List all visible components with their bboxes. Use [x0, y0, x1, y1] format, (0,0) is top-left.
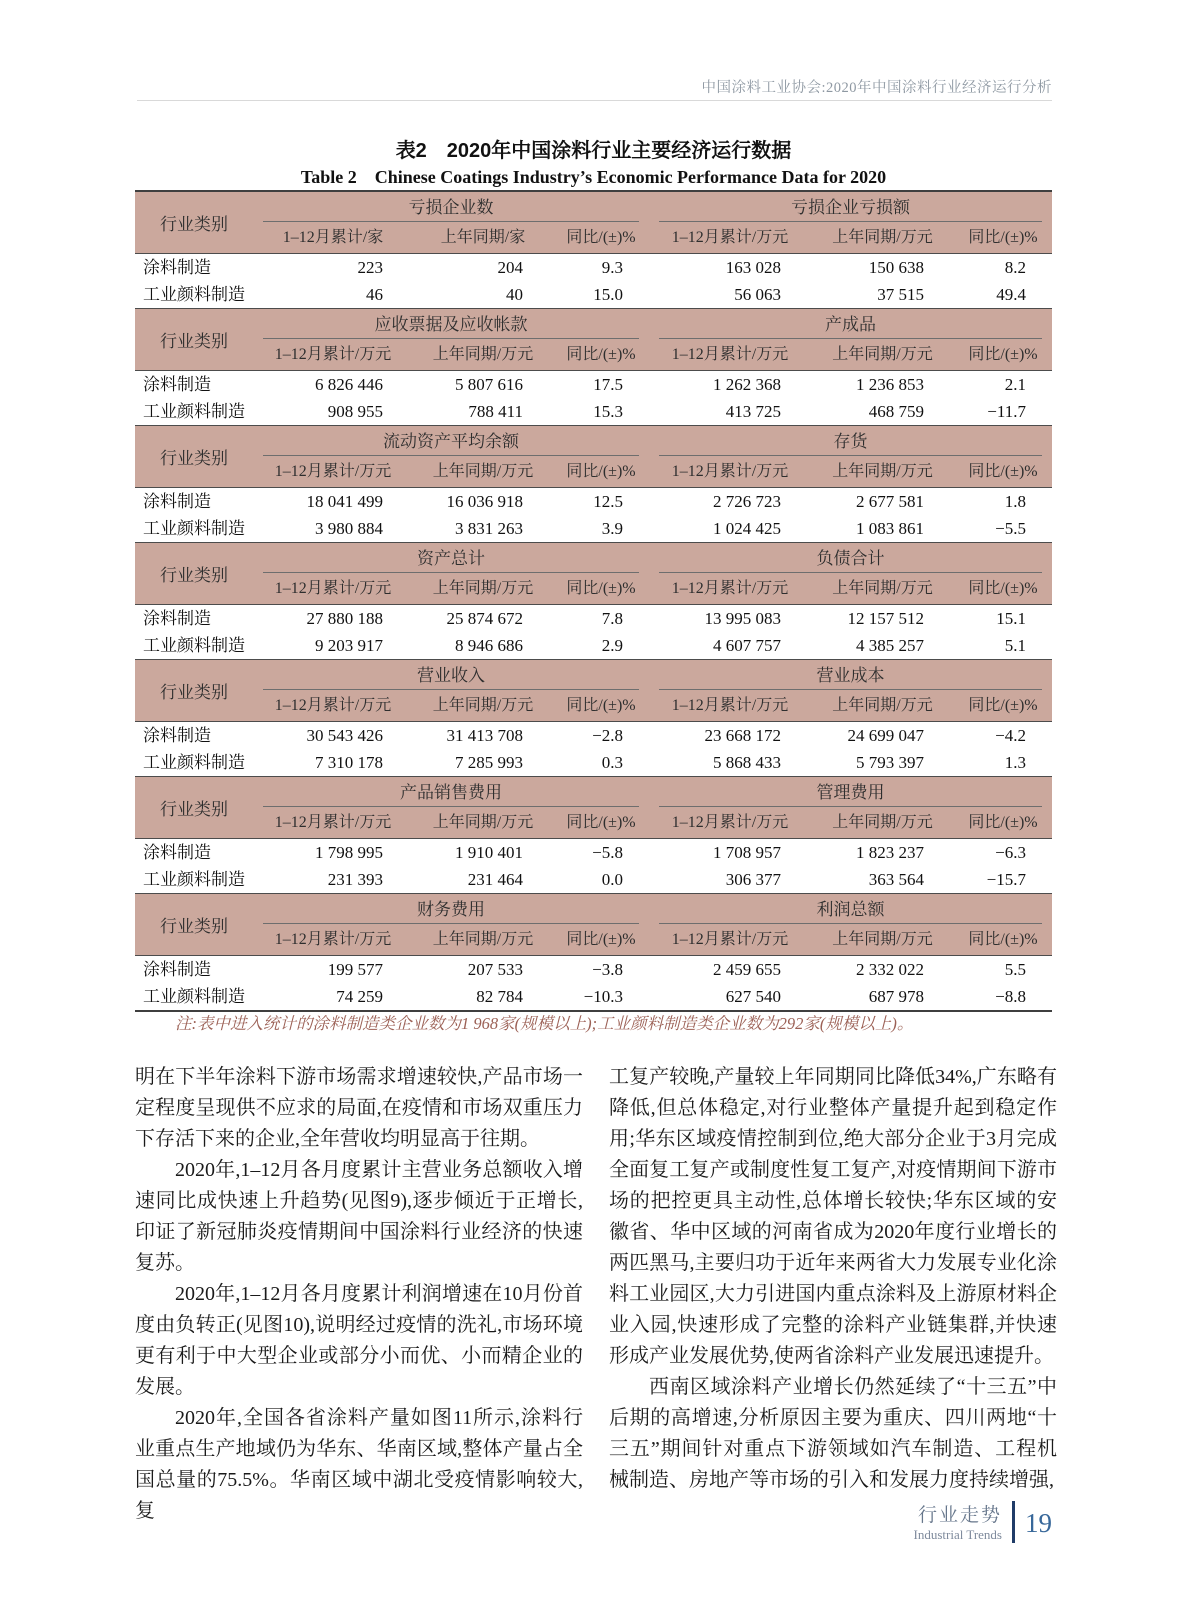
- body-paragraph: 2020年,全国各省涂料产量如图11所示,涂料行业重点生产地域仍为华东、华南区域,整体产量占全国总量的75.5%。华南区域中湖北受疫情影响较大,复: [135, 1407, 583, 1522]
- metric-group-title: 亏损企业亏损额: [659, 192, 1042, 222]
- value-cell: 30 543 426: [306, 726, 383, 745]
- body-paragraph: 明在下半年涂料下游市场需求增速较快,产品市场一定程度呈现供不应求的局面,在疫情和市场双重压力下存活下来的企业,全年营收均明显高于往期。: [135, 1066, 583, 1150]
- value-cell: 1 024 425: [713, 519, 781, 538]
- value-cell: 46: [366, 285, 383, 304]
- value-cell: 231 464: [467, 870, 523, 889]
- table-section: [135, 308, 1052, 425]
- row-header-label: 行业类别: [160, 917, 228, 936]
- table-section-body: [135, 254, 1052, 308]
- value-cell: 5.1: [1004, 636, 1026, 655]
- value-cell: 4 385 257: [856, 636, 924, 655]
- table-section-header: [135, 309, 1052, 371]
- column-header: 1–12月累计/万元: [274, 580, 392, 597]
- column-header: 1–12月累计/万元: [671, 346, 789, 363]
- metric-group-1: [253, 192, 649, 253]
- value-cell: 468 759: [868, 402, 924, 421]
- value-cell: 4 607 757: [713, 636, 781, 655]
- value-cell: 8 946 686: [455, 636, 523, 655]
- value-cell: 0.3: [601, 753, 623, 772]
- column-header: 1–12月累计/万元: [274, 346, 392, 363]
- value-cell: 1.3: [1004, 753, 1026, 772]
- metric-group-1: [253, 894, 649, 955]
- row-header-label: 行业类别: [160, 332, 228, 351]
- row-header-label: 行业类别: [160, 215, 228, 234]
- table-row: [135, 515, 1052, 542]
- table-section-body: [135, 488, 1052, 542]
- subheader-row: [253, 807, 649, 838]
- row-header-label: 行业类别: [160, 566, 228, 585]
- value-cell: 18 041 499: [306, 492, 383, 511]
- value-cell: 207 533: [467, 960, 523, 979]
- column-header: 上年同期/万元: [832, 814, 933, 831]
- industry-label: 涂料制造: [143, 960, 211, 979]
- column-header: 上年同期/万元: [432, 463, 534, 480]
- running-head: 中国涂料工业协会:2020年中国涂料行业经济运行分析: [701, 80, 1052, 96]
- table-row: [135, 398, 1052, 425]
- column-header: 1–12月累计/家: [282, 229, 384, 246]
- column-header: 同比/(±)%: [968, 931, 1038, 948]
- metric-group-2: [649, 660, 1052, 721]
- left-text-column: [135, 1062, 583, 1527]
- industry-label: 涂料制造: [143, 375, 211, 394]
- metric-group-2: [649, 777, 1052, 838]
- value-cell: 2 332 022: [856, 960, 924, 979]
- table-row: [135, 605, 1052, 632]
- column-header: 上年同期/万元: [832, 697, 933, 714]
- table-section: [135, 542, 1052, 659]
- value-cell: 908 955: [327, 402, 383, 421]
- value-cell: 363 564: [868, 870, 924, 889]
- value-cell: 788 411: [468, 402, 523, 421]
- table-row: [135, 722, 1052, 749]
- subheader-row: [253, 924, 649, 955]
- table-row: [135, 749, 1052, 776]
- subheader-row: [649, 456, 1052, 487]
- value-cell: 6 826 446: [315, 375, 383, 394]
- value-cell: 7 285 993: [455, 753, 523, 772]
- body-paragraph: 2020年,1–12月各月度累计主营业务总额收入增速同比成快速上升趋势(见图9),逐步倾近于正增长,印证了新冠肺炎疫情期间中国涂料行业经济的快速复苏。: [135, 1159, 583, 1274]
- metric-group-title: 存货: [659, 426, 1042, 456]
- metric-group-1: [253, 777, 649, 838]
- metric-group-title: 资产总计: [263, 543, 639, 573]
- body-paragraph: 工复产较晚,产量较上年同期同比降低34%,广东略有降低,但总体稳定,对行业整体产量提升起到稳定作用;华东区域疫情控制到位,绝大部分企业于3月完成全面复工复产或制度性复工复产,对疫情期间下游市场的把控更具主动性,总体增长较快;华东区域的安徽省、华中区域的河南省成为2020年度行业增长的两匹黑马,主要归功于近年来两省大力发展专业化涂料工业园区,大力引进国内重点涂料及上游原材料企业入园,快速形成了完整的涂料产业链集群,并快速形成产业发展优势,使两省涂料产业发展迅速提升。: [609, 1066, 1057, 1367]
- subheader-row: [253, 222, 649, 253]
- footer-section-title-zh: 行业走势: [917, 1505, 1002, 1526]
- value-cell: −15.7: [986, 870, 1026, 889]
- table-section-header: [135, 192, 1052, 254]
- value-cell: 1 910 401: [455, 843, 523, 862]
- value-cell: 31 413 708: [446, 726, 523, 745]
- value-cell: 204: [497, 258, 523, 277]
- value-cell: 627 540: [725, 987, 781, 1006]
- table-row: [135, 632, 1052, 659]
- column-header: 同比/(±)%: [968, 697, 1038, 714]
- column-header: 同比/(±)%: [566, 814, 636, 831]
- industry-label: 涂料制造: [143, 726, 211, 745]
- table-row: [135, 956, 1052, 983]
- column-header: 同比/(±)%: [566, 931, 636, 948]
- metric-group-title: 应收票据及应收帐款: [263, 309, 639, 339]
- footer-section-labels: [914, 1500, 1002, 1543]
- metric-group-1: [253, 426, 649, 487]
- value-cell: 1.8: [1004, 492, 1026, 511]
- column-header: 1–12月累计/万元: [274, 931, 392, 948]
- value-cell: 9.3: [601, 258, 623, 277]
- value-cell: −2.8: [592, 726, 623, 745]
- table-section-header: [135, 543, 1052, 605]
- value-cell: 2.9: [601, 636, 623, 655]
- value-cell: 2.1: [1004, 375, 1026, 394]
- value-cell: 12 157 512: [847, 609, 924, 628]
- value-cell: 1 823 237: [856, 843, 924, 862]
- row-header-label: 行业类别: [160, 449, 228, 468]
- column-header: 上年同期/万元: [832, 229, 933, 246]
- column-header: 1–12月累计/万元: [671, 697, 789, 714]
- value-cell: 1 083 861: [856, 519, 924, 538]
- column-header: 1–12月累计/万元: [274, 697, 392, 714]
- subheader-row: [253, 690, 649, 721]
- table-section: [135, 425, 1052, 542]
- value-cell: 2 677 581: [856, 492, 924, 511]
- column-header: 1–12月累计/万元: [671, 931, 789, 948]
- value-cell: −6.3: [995, 843, 1026, 862]
- value-cell: 3.9: [601, 519, 623, 538]
- column-header: 1–12月累计/万元: [671, 580, 789, 597]
- value-cell: 16 036 918: [446, 492, 523, 511]
- page-number: 19: [1025, 1508, 1052, 1538]
- header-rule: [137, 100, 1052, 101]
- column-header: 1–12月累计/万元: [274, 814, 392, 831]
- row-header-label: 行业类别: [160, 800, 228, 819]
- value-cell: 5 868 433: [713, 753, 781, 772]
- column-header: 同比/(±)%: [968, 229, 1038, 246]
- body-paragraph: 2020年,1–12月各月度累计利润增速在10月份首度由负转正(见图10),说明经过疫情的洗礼,市场环境更有利于中大型企业或部分小而优、小而精企业的发展。: [135, 1283, 583, 1398]
- industry-label: 工业颜料制造: [143, 519, 245, 538]
- value-cell: 163 028: [725, 258, 781, 277]
- column-header: 同比/(±)%: [968, 463, 1038, 480]
- value-cell: −4.2: [995, 726, 1026, 745]
- column-header: 1–12月累计/万元: [274, 463, 392, 480]
- value-cell: 5.5: [1004, 960, 1026, 979]
- value-cell: 15.3: [593, 402, 623, 421]
- metric-group-2: [649, 894, 1052, 955]
- column-header: 1–12月累计/万元: [671, 814, 789, 831]
- value-cell: 8.2: [1004, 258, 1026, 277]
- value-cell: 7.8: [601, 609, 623, 628]
- metric-group-2: [649, 543, 1052, 604]
- footer-section-title-en: Industrial Trends: [913, 1527, 1002, 1542]
- column-header: 1–12月累计/万元: [671, 463, 789, 480]
- table-row: [135, 983, 1052, 1010]
- value-cell: 7 310 178: [315, 753, 383, 772]
- value-cell: 15.0: [593, 285, 623, 304]
- table-row: [135, 866, 1052, 893]
- industry-label: 涂料制造: [143, 843, 211, 862]
- value-cell: −10.3: [583, 987, 623, 1006]
- metric-group-title: 负债合计: [659, 543, 1042, 573]
- table-section-body: [135, 839, 1052, 893]
- economic-data-table: [135, 190, 1052, 1012]
- table-caption-en: Table 2 Chinese Coatings Industry’s Economic Performance Data for 2020: [300, 167, 887, 187]
- subheader-row: [649, 339, 1052, 370]
- article-body: [135, 1062, 1057, 1527]
- value-cell: 37 515: [877, 285, 924, 304]
- column-header: 上年同期/万元: [832, 580, 933, 597]
- value-cell: 1 236 853: [856, 375, 924, 394]
- value-cell: 413 725: [725, 402, 781, 421]
- value-cell: 12.5: [593, 492, 623, 511]
- metric-group-title: 管理费用: [659, 777, 1042, 807]
- value-cell: 5 807 616: [455, 375, 523, 394]
- subheader-row: [649, 222, 1052, 253]
- column-header: 同比/(±)%: [566, 697, 636, 714]
- value-cell: 150 638: [868, 258, 924, 277]
- value-cell: 24 699 047: [847, 726, 924, 745]
- metric-group-title: 利润总额: [659, 894, 1042, 924]
- column-header: 上年同期/万元: [832, 463, 933, 480]
- metric-group-1: [253, 660, 649, 721]
- value-cell: 25 874 672: [446, 609, 523, 628]
- value-cell: −5.8: [592, 843, 623, 862]
- column-header: 上年同期/家: [440, 229, 526, 246]
- row-header-label: 行业类别: [160, 683, 228, 702]
- value-cell: −11.7: [987, 402, 1026, 421]
- table-section: [135, 776, 1052, 893]
- value-cell: 3 980 884: [315, 519, 383, 538]
- column-header: 同比/(±)%: [968, 346, 1038, 363]
- body-paragraph: 西南区域涂料产业增长仍然延续了“十三五”中后期的高增速,分析原因主要为重庆、四川两地“十三五”期间针对重点下游领域如汽车制造、工程机械制造、房地产等市场的引入和发展力度持续增强,: [609, 1376, 1057, 1491]
- industry-label: 工业颜料制造: [143, 870, 245, 889]
- metric-group-2: [649, 309, 1052, 370]
- metric-group-title: 产品销售费用: [263, 777, 639, 807]
- industry-label: 工业颜料制造: [143, 636, 245, 655]
- subheader-row: [253, 573, 649, 604]
- column-header: 同比/(±)%: [566, 580, 636, 597]
- value-cell: 56 063: [734, 285, 781, 304]
- column-header: 同比/(±)%: [968, 580, 1038, 597]
- subheader-row: [649, 807, 1052, 838]
- column-header: 上年同期/万元: [432, 697, 534, 714]
- column-header: 同比/(±)%: [566, 229, 636, 246]
- value-cell: 306 377: [725, 870, 781, 889]
- table-note: 注:表中进入统计的涂料制造类企业数为1 968家(规模以上);工业颜料制造类企业数为292家(规模以上)。: [175, 1014, 914, 1033]
- column-header: 上年同期/万元: [432, 814, 534, 831]
- subheader-row: [253, 339, 649, 370]
- value-cell: 1 262 368: [713, 375, 781, 394]
- column-header: 同比/(±)%: [566, 463, 636, 480]
- value-cell: 23 668 172: [704, 726, 781, 745]
- metric-group-title: 流动资产平均余额: [263, 426, 639, 456]
- value-cell: 15.1: [996, 609, 1026, 628]
- value-cell: −3.8: [592, 960, 623, 979]
- table-section-body: [135, 956, 1052, 1010]
- value-cell: 13 995 083: [704, 609, 781, 628]
- column-header: 上年同期/万元: [832, 931, 933, 948]
- column-header: 同比/(±)%: [566, 346, 636, 363]
- column-header: 上年同期/万元: [832, 346, 933, 363]
- table-section-header: [135, 894, 1052, 956]
- value-cell: 27 880 188: [306, 609, 383, 628]
- table-section: [135, 659, 1052, 776]
- industry-label: 涂料制造: [143, 609, 211, 628]
- value-cell: 40: [506, 285, 523, 304]
- column-header: 上年同期/万元: [432, 931, 534, 948]
- table-row: [135, 839, 1052, 866]
- metric-group-2: [649, 192, 1052, 253]
- table-section-header: [135, 660, 1052, 722]
- value-cell: 82 784: [476, 987, 523, 1006]
- value-cell: 1 798 995: [315, 843, 383, 862]
- subheader-row: [649, 924, 1052, 955]
- metric-group-title: 营业成本: [659, 660, 1042, 690]
- metric-group-2: [649, 426, 1052, 487]
- value-cell: 1 708 957: [713, 843, 781, 862]
- metric-group-title: 财务费用: [263, 894, 639, 924]
- metric-group-title: 营业收入: [263, 660, 639, 690]
- footer-divider-bar: [1012, 1501, 1015, 1543]
- value-cell: 231 393: [327, 870, 383, 889]
- subheader-row: [649, 573, 1052, 604]
- table-row: [135, 371, 1052, 398]
- metric-group-title: 亏损企业数: [263, 192, 639, 222]
- value-cell: 49.4: [996, 285, 1026, 304]
- value-cell: −8.8: [995, 987, 1026, 1006]
- industry-label: 涂料制造: [143, 258, 211, 277]
- industry-label: 工业颜料制造: [143, 987, 245, 1006]
- table-caption-zh: 表2 2020年中国涂料行业主要经济运行数据: [395, 140, 792, 162]
- table-section-header: [135, 426, 1052, 488]
- table-section: [135, 190, 1052, 308]
- column-header: 上年同期/万元: [432, 346, 534, 363]
- column-header: 上年同期/万元: [432, 580, 534, 597]
- right-text-column: [609, 1062, 1057, 1527]
- column-header: 1–12月累计/万元: [671, 229, 789, 246]
- value-cell: 3 831 263: [455, 519, 523, 538]
- value-cell: 9 203 917: [315, 636, 383, 655]
- table-row: [135, 254, 1052, 281]
- value-cell: 223: [357, 258, 383, 277]
- industry-label: 工业颜料制造: [143, 753, 245, 772]
- value-cell: 0.0: [601, 870, 623, 889]
- value-cell: 74 259: [336, 987, 383, 1006]
- table-row: [135, 488, 1052, 515]
- table-section-header: [135, 777, 1052, 839]
- table-section-body: [135, 722, 1052, 776]
- metric-group-1: [253, 543, 649, 604]
- metric-group-1: [253, 309, 649, 370]
- industry-label: 工业颜料制造: [143, 285, 245, 304]
- industry-label: 工业颜料制造: [143, 402, 245, 421]
- subheader-row: [253, 456, 649, 487]
- table-section-body: [135, 371, 1052, 425]
- value-cell: 2 726 723: [713, 492, 781, 511]
- column-header: 同比/(±)%: [968, 814, 1038, 831]
- table-section: [135, 893, 1052, 1010]
- metric-group-title: 产成品: [659, 309, 1042, 339]
- value-cell: 2 459 655: [713, 960, 781, 979]
- subheader-row: [649, 690, 1052, 721]
- industry-label: 涂料制造: [143, 492, 211, 511]
- value-cell: 5 793 397: [856, 753, 924, 772]
- value-cell: 17.5: [593, 375, 623, 394]
- table-section-body: [135, 605, 1052, 659]
- value-cell: 687 978: [868, 987, 924, 1006]
- value-cell: −5.5: [995, 519, 1026, 538]
- page-footer: [0, 1500, 1052, 1543]
- table-row: [135, 281, 1052, 308]
- value-cell: 199 577: [327, 960, 383, 979]
